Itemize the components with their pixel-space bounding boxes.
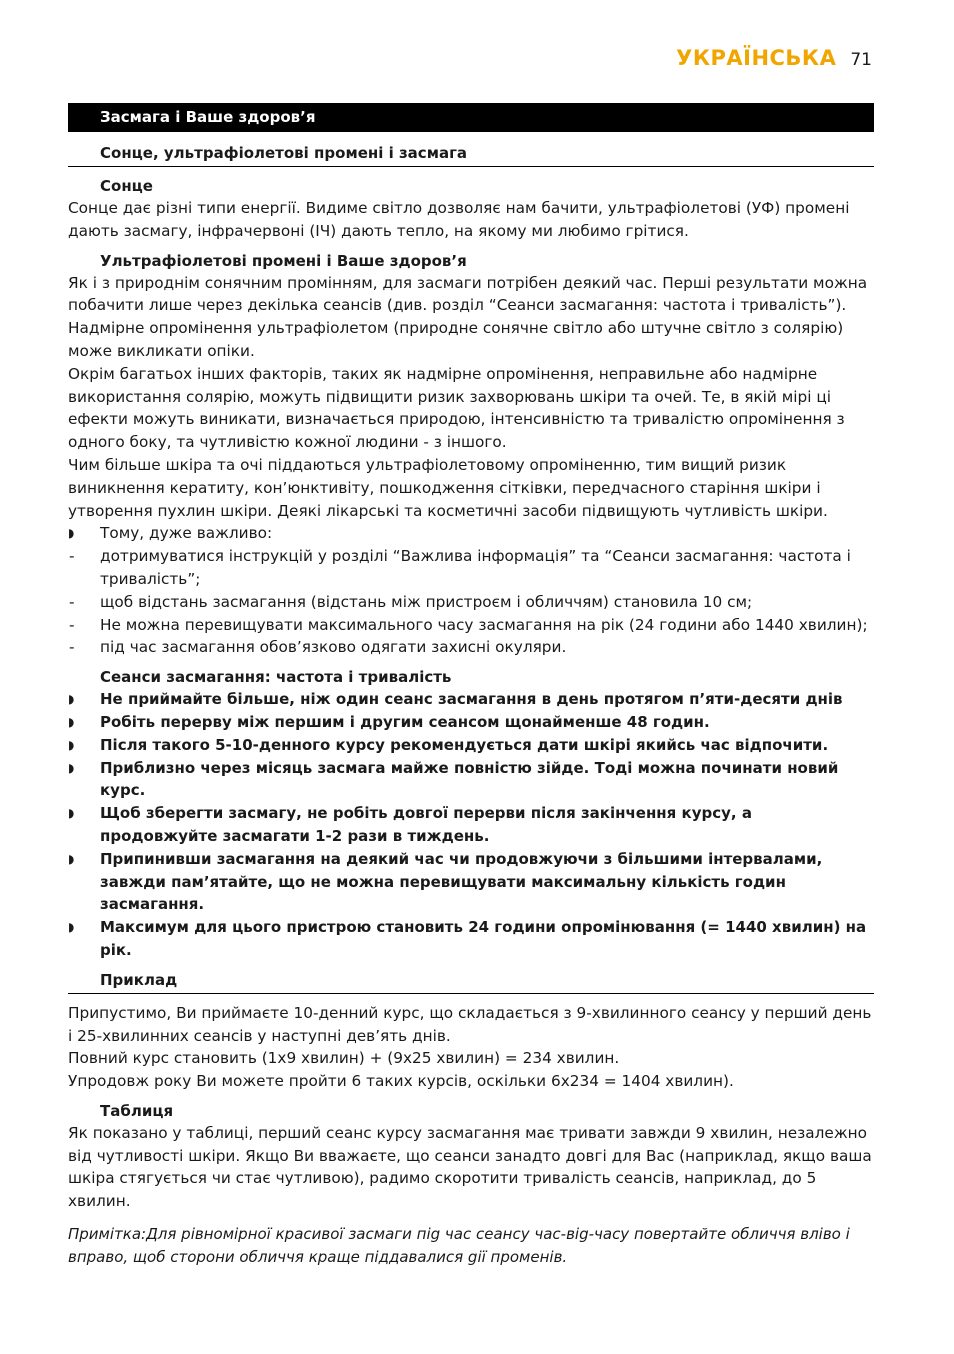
paragraph-example-2: Повний курс становить (1x9 хвилин) + (9x25 хвилин) = 234 хвилин. bbox=[68, 1049, 620, 1068]
paragraph-example-3: Упродовж року Ви можете пройти 6 таких курсів, оскільки 6x234 = 1404 хвилин). bbox=[68, 1072, 734, 1091]
paragraph-sun: Сонце дає різні типи енергії. Видиме світло дозволяє нам бачити, ультрафіолетові (УФ) промені дають засмагу, інфрачервоні (ІЧ) дають тепло, на якому ми любимо грітися. bbox=[68, 199, 850, 240]
note: Примітка:Для рівномірної красивої засмаги піg час сеансу час-віg-часу повертайте обличчя вліво і вправо, щоб сторони обличчя краще піддавалися gії променів. bbox=[68, 1225, 850, 1266]
list-item: ◗ Приблизно через місяць засмага майже повністю зійде. Тоді можна починати новий курс. bbox=[68, 758, 839, 800]
paragraph-uv-1: Як і з природнім сонячним промінням, для засмаги потрібен деякий час. Перші результати можна побачити лише через декілька сеансів (див. розділ “Сеанси засмагання: частота і тривалість”). bbox=[68, 273, 868, 315]
heading-example: Приклад bbox=[68, 969, 874, 994]
arrow-bullet-icon: ◗ bbox=[68, 714, 75, 729]
dash-bullet: - bbox=[69, 615, 75, 634]
list-item: - щоб відстань засмагання (відстань між пристроєм і обличчям) становила 10 см; bbox=[68, 591, 874, 614]
dash-bullet: - bbox=[69, 547, 75, 566]
heading-sun: Сонце bbox=[100, 177, 153, 195]
arrow-bullet-icon: ◗ bbox=[68, 920, 75, 935]
page-content bbox=[68, 103, 874, 1269]
arrow-bullet-icon: ◗ bbox=[68, 737, 75, 752]
list-item: ◗ Не приймайте більше, ніж один сеанс засмагання в день протягом п’яти-десяти днів bbox=[68, 690, 843, 709]
dash-bullet: - bbox=[69, 638, 75, 657]
arrow-bullet-icon: ◗ bbox=[68, 526, 75, 541]
heading-sessions: Сеанси засмагання: частота і тривалість bbox=[100, 668, 452, 687]
paragraph-uv-4: Чим більше шкіра та очі піддаються ультрафіолетовому опроміненню, тим вищий ризик виникнення кератиту, кон’юнктивіту, пошкодження сітківки, передчасного старіння шкіри і утворення пухлин шкіри. Деякі лікарські та косметичні засоби підвищують чутливість шкіри. bbox=[68, 455, 828, 520]
paragraph-uv-2: Надмірне опромінення ультрафіолетом (природне сонячне світло або штучне світло з солярію) може викликати опіки. bbox=[68, 319, 844, 360]
important-list bbox=[68, 522, 874, 545]
arrow-bullet-icon: ◗ bbox=[68, 760, 75, 775]
heading-table: Таблиця bbox=[100, 1101, 174, 1120]
list-item: ◗ Після такого 5-10-денного курсу рекомендується дати шкірі якийсь час відпочити. bbox=[68, 735, 829, 754]
list-item: - Не можна перевищувати максимального часу засмагання на рік (24 години або 1440 хвилин); bbox=[68, 614, 874, 637]
list-item: ◗ Робіть перерву між першим і другим сеансом щонайменше 48 годин. bbox=[68, 712, 710, 731]
list-item: ◗ Максимум для цього пристрою становить 24 години опромінювання (= 1440 хвилин) на рік. bbox=[68, 918, 867, 959]
list-item: ◗ Щоб зберегти засмагу, не робіть довгої перерви після закінчення курсу, а продовжуйте засмагати 1-2 рази в тиждень. bbox=[68, 804, 752, 845]
list-item: - дотримуватися інструкцій у розділі “Важлива інформація” та “Сеанси засмагання: частота і тривалість”; bbox=[69, 547, 851, 588]
language-label: УКРАЇНСЬКА bbox=[676, 46, 837, 70]
subsection-title: Сонце, ультрафіолетові промені і засмага bbox=[68, 142, 874, 167]
page-header bbox=[676, 46, 872, 70]
paragraph-table: Як показано у таблиці, перший сеанс курсу засмагання має тривати завжди 9 хвилин, незалежно від чутливості шкіри. Якщо Ви вважаєте, що сеанси занадто довгі для Вас (наприклад, якщо ваша шкіра стягується чи стає чутливою), радимо скоротити тривалість сеансів, наприклад, до 5 хвилин. bbox=[68, 1123, 872, 1211]
dash-list bbox=[68, 545, 874, 659]
arrow-bullet-icon: ◗ bbox=[68, 692, 75, 707]
page-number: 71 bbox=[850, 50, 872, 70]
dash-bullet: - bbox=[69, 592, 75, 611]
important-item: ◗ Тому, дуже важливо: bbox=[68, 524, 273, 543]
section-title: Засмага і Ваше здоров’я bbox=[68, 103, 874, 132]
list-item: - під час засмагання обов’язково одягати захисні окуляри. bbox=[68, 636, 874, 659]
heading-uv: Ультрафіолетові промені і Ваше здоров’я bbox=[100, 251, 467, 270]
paragraph-example-1: Припустимо, Ви приймаєте 10-денний курс, що складається з 9-хвилинного сеансу у перший день і 25-хвилинних сеансів у наступні дев’ять днів. bbox=[68, 1003, 872, 1045]
list-item: ◗ Припинивши засмагання на деякий час чи продовжуючи з більшими інтервалами, завжди пам’ятайте, що не можна перевищувати максимальну кількість годин засмагання. bbox=[68, 849, 823, 914]
paragraph-uv-3: Окрім багатьох інших факторів, таких як надмірне опромінення, неправильне або надмірне використання солярію, можуть підвищити ризик захворювань шкіри та очей. Те, в якій мірі ці ефекти можуть виникати, визначається природою, інтенсивністю та тривалістю опромінення з одного боку, та чутливістю кожної людини - з іншого. bbox=[68, 364, 845, 452]
sessions-list bbox=[68, 688, 874, 962]
arrow-bullet-icon: ◗ bbox=[68, 806, 75, 821]
arrow-bullet-icon: ◗ bbox=[68, 851, 75, 866]
